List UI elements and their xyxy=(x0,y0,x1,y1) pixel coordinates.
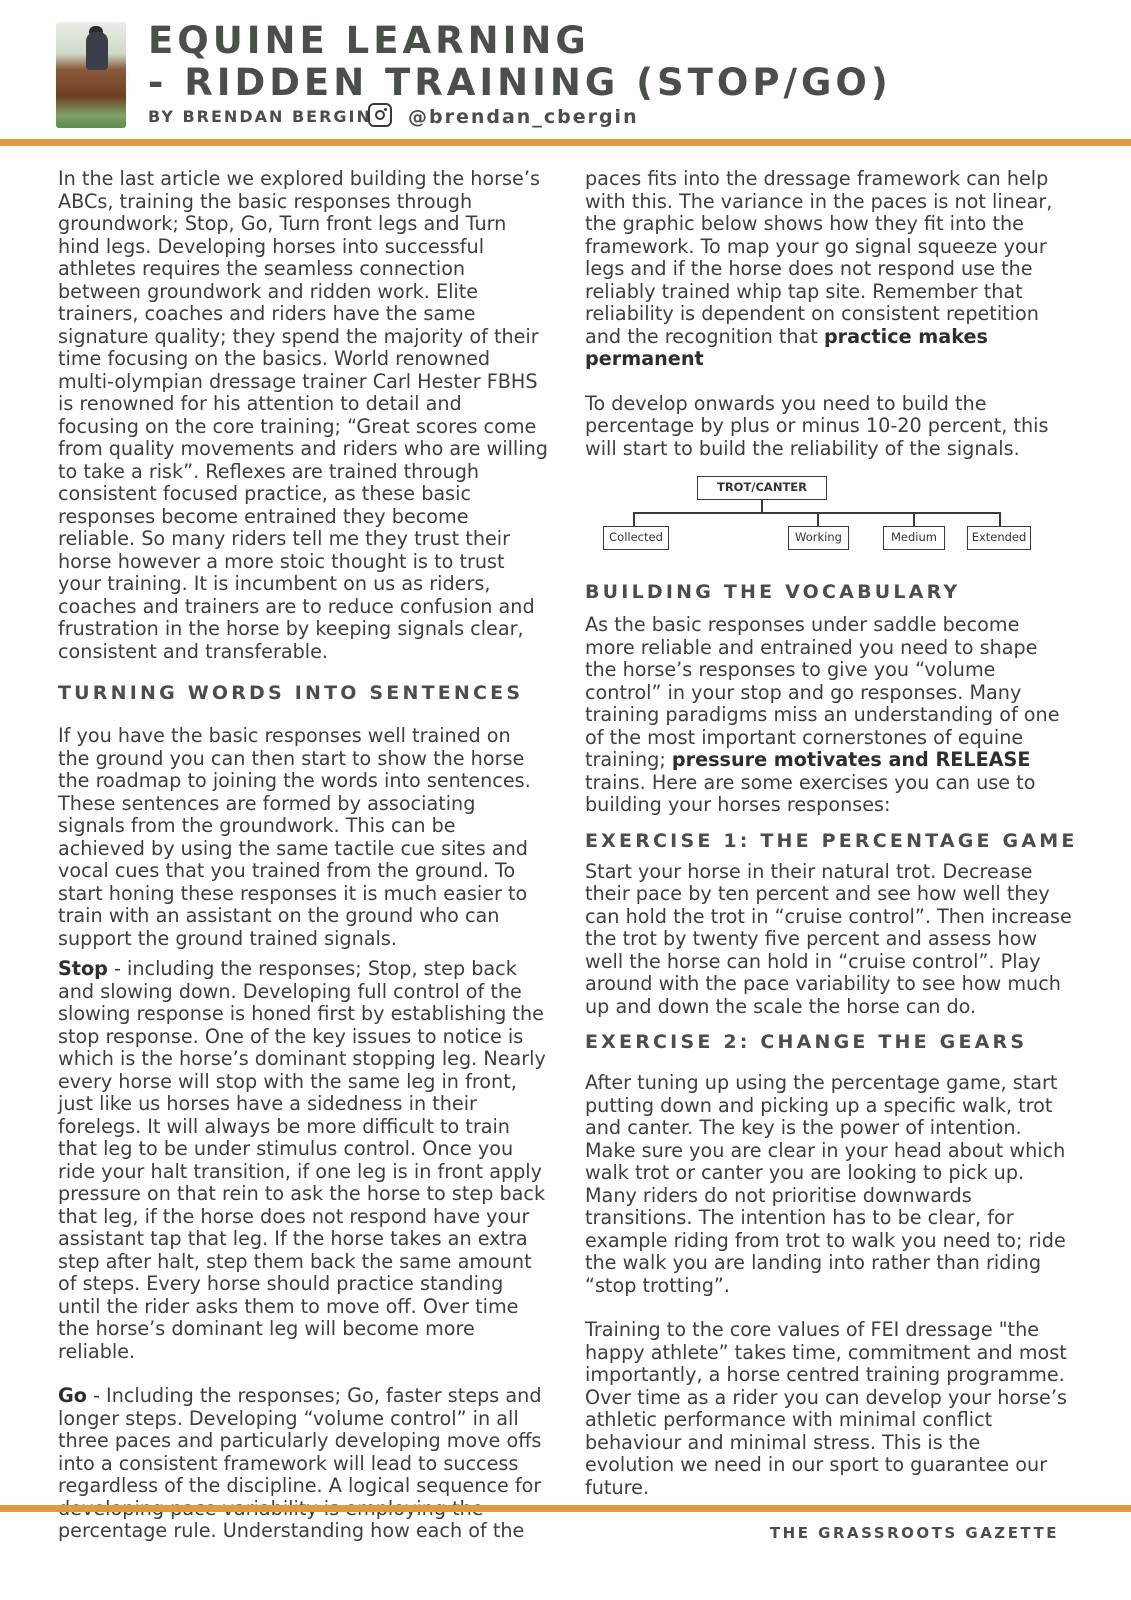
stop-text: - including the responses; Stop, step back and slowing down. Developing full control of the slowing response is honed first by establishing the stop response. One of the key issues to notice is which is the horse’s dominant stopping leg. Nearly every horse will stop with the same leg in front, just like us horses have a sidedness in their forelegs. It will always be more difficult to train that leg to be under stimulus control. Once you ride your halt transition, if one leg is in front apply pressure on that rein to ask the horse to step back that leg, if the horse does not respond have your assistant tap that leg. If the horse takes an extra step after halt, step them back the same amount of steps. Every horse should practice standing until the rider asks them to move off. Over time the horse’s dominant leg will become more reliable. xyxy=(58,957,546,1363)
right-column xyxy=(585,167,1078,1499)
develop-paragraph: To develop onwards you need to build the percentage by plus or minus 10-20 percent, this will start to build the reliability of the signals. xyxy=(585,391,1049,460)
diagram-connector xyxy=(999,512,1001,526)
diagram-connector xyxy=(633,512,635,526)
go-paragraph xyxy=(58,1385,548,1543)
vocab-text: As the basic responses under saddle become more reliable and entrained you need to shape the horse’s responses to give you “volume control” in your stop and go responses. Many training paradigms miss an understanding of one of the most important cornerstones of equine training; xyxy=(585,613,1060,771)
header-divider xyxy=(0,139,1131,146)
diagram-node: Collected xyxy=(603,526,669,550)
exercise-1-paragraph: Start your horse in their natural trot. Decrease their pace by ten percent and see how well they can hold the trot in “cruise control”. Then increase the trot by twenty five percent and assess how well the horse can hold in “cruise control”. Play around with the pace variability to see how much up and down the scale the horse can do. xyxy=(585,859,1072,1018)
intro-paragraph: In the last article we explored building the horse’s ABCs, training the basic responses through groundwork; Stop, Go, Turn front legs and Turn hind legs. Developing horses into successful athletes requires the seamless connection between groundwork and ridden work. Elite trainers, coaches and riders have the same signature quality; they spend the majority of their time focusing on the basics. World renowned multi-olympian dressage trainer Carl Hester FBHS is renowned for his attention to detail and focusing on the core training; “Great scores come from quality movements and riders who are willing to take a risk”. Reflexes are trained through consistent focused practice, as these basic responses become entrained they become reliable. So many riders tell me they trust their horse however a more stoic thought is to trust your training. It is incumbent on us as riders, coaches and trainers are to reduce confusion and frustration in the horse by keeping signals clear, consistent and transferable. xyxy=(58,167,548,663)
continued-paragraph xyxy=(585,168,1075,371)
continued-text: paces fits into the dressage framework can help with this. The variance in the paces is not linear, the graphic below shows how they fit into the framework. To map your go signal squeeze your legs and if the horse does not respond use the reliably trained whip tap site. Remember that reliability is dependent on consistent repetition and the recognition that xyxy=(585,167,1053,348)
pressure-release-phrase: pressure motivates and RELEASE xyxy=(671,748,1031,771)
vocab-text-end: trains. Here are some exercises you can use to building your horses responses: xyxy=(585,770,1036,816)
diagram-connector xyxy=(817,512,819,526)
go-text: - Including the responses; Go, faster steps and longer steps. Developing “volume control” in all three paces and particularly developing move offs into a consistent framework will lead to success regardless of the discipline. A logical sequence for percentage rule. Understanding how each of the xyxy=(58,1384,542,1542)
pace-framework-diagram xyxy=(585,468,1075,568)
article-header xyxy=(0,0,1131,150)
diagram-root-box: TROT/CANTER xyxy=(697,476,827,500)
sentences-paragraph: If you have the basic responses well trained on the ground you can then start to show the horse the roadmap to joining the words into sentences. These sentences are formed by associating signals from the groundwork. This can be achieved by using the same tactile cue sites and vocal cues that you trained from the ground. To start honing these responses it is much easier to train with an assistant on the ground who can support the ground trained signals. xyxy=(58,724,531,950)
exercise-2-paragraph: After tuning up using the percentage game, start putting down and picking up a specific walk, trot and canter. The key is the power of intention. Make sure you are clear in your head about which walk trot or canter you are looking to pick up. Many riders do not prioritise downwards transitions. The intention has to be clear, for example riding from trot to walk you need to; ride the walk you are landing into rather than riding “stop trotting”. xyxy=(585,1071,1066,1297)
go-label: Go xyxy=(58,1384,87,1407)
stop-label: Stop xyxy=(58,957,108,980)
heading-exercise-2: EXERCISE 2: CHANGE THE GEARS xyxy=(585,1031,1028,1053)
stop-paragraph xyxy=(58,958,548,1363)
author-byline: BY BRENDAN BERGIN xyxy=(148,107,372,126)
article-title-line2: - RIDDEN TRAINING (STOP/GO) xyxy=(148,61,892,104)
diagram-connector xyxy=(913,512,915,526)
practice-makes-permanent: practice makes permanent xyxy=(585,324,988,370)
heading-building-vocabulary: BUILDING THE VOCABULARY xyxy=(585,581,961,603)
left-column xyxy=(58,168,548,1543)
diagram-node: Medium xyxy=(883,526,945,550)
closing-paragraph: Training to the core values of FEI dressage "the happy athlete” takes time, commitment and most importantly, a horse centred training programme. Over time as a rider you can develop your horse’s athletic performance with minimal conflict behaviour and minimal stress. This is the evolution we need in our sport to guarantee our future. xyxy=(585,1318,1067,1499)
instagram-icon xyxy=(368,103,392,127)
publication-name: THE GRASSROOTS GAZETTE xyxy=(769,1524,1059,1542)
author-photo xyxy=(56,22,126,128)
social-handle: @brendan_cbergin xyxy=(408,106,639,128)
rider-figure xyxy=(86,32,108,70)
heading-turning-words: TURNING WORDS INTO SENTENCES xyxy=(58,682,524,704)
heading-exercise-1: EXERCISE 1: THE PERCENTAGE GAME xyxy=(585,829,1078,852)
vocab-paragraph xyxy=(585,614,1075,817)
article-title-line1: EQUINE LEARNING xyxy=(148,19,590,62)
footer-divider xyxy=(0,1505,1131,1512)
diagram-node: Working xyxy=(788,526,849,550)
diagram-node: Extended xyxy=(967,526,1031,550)
